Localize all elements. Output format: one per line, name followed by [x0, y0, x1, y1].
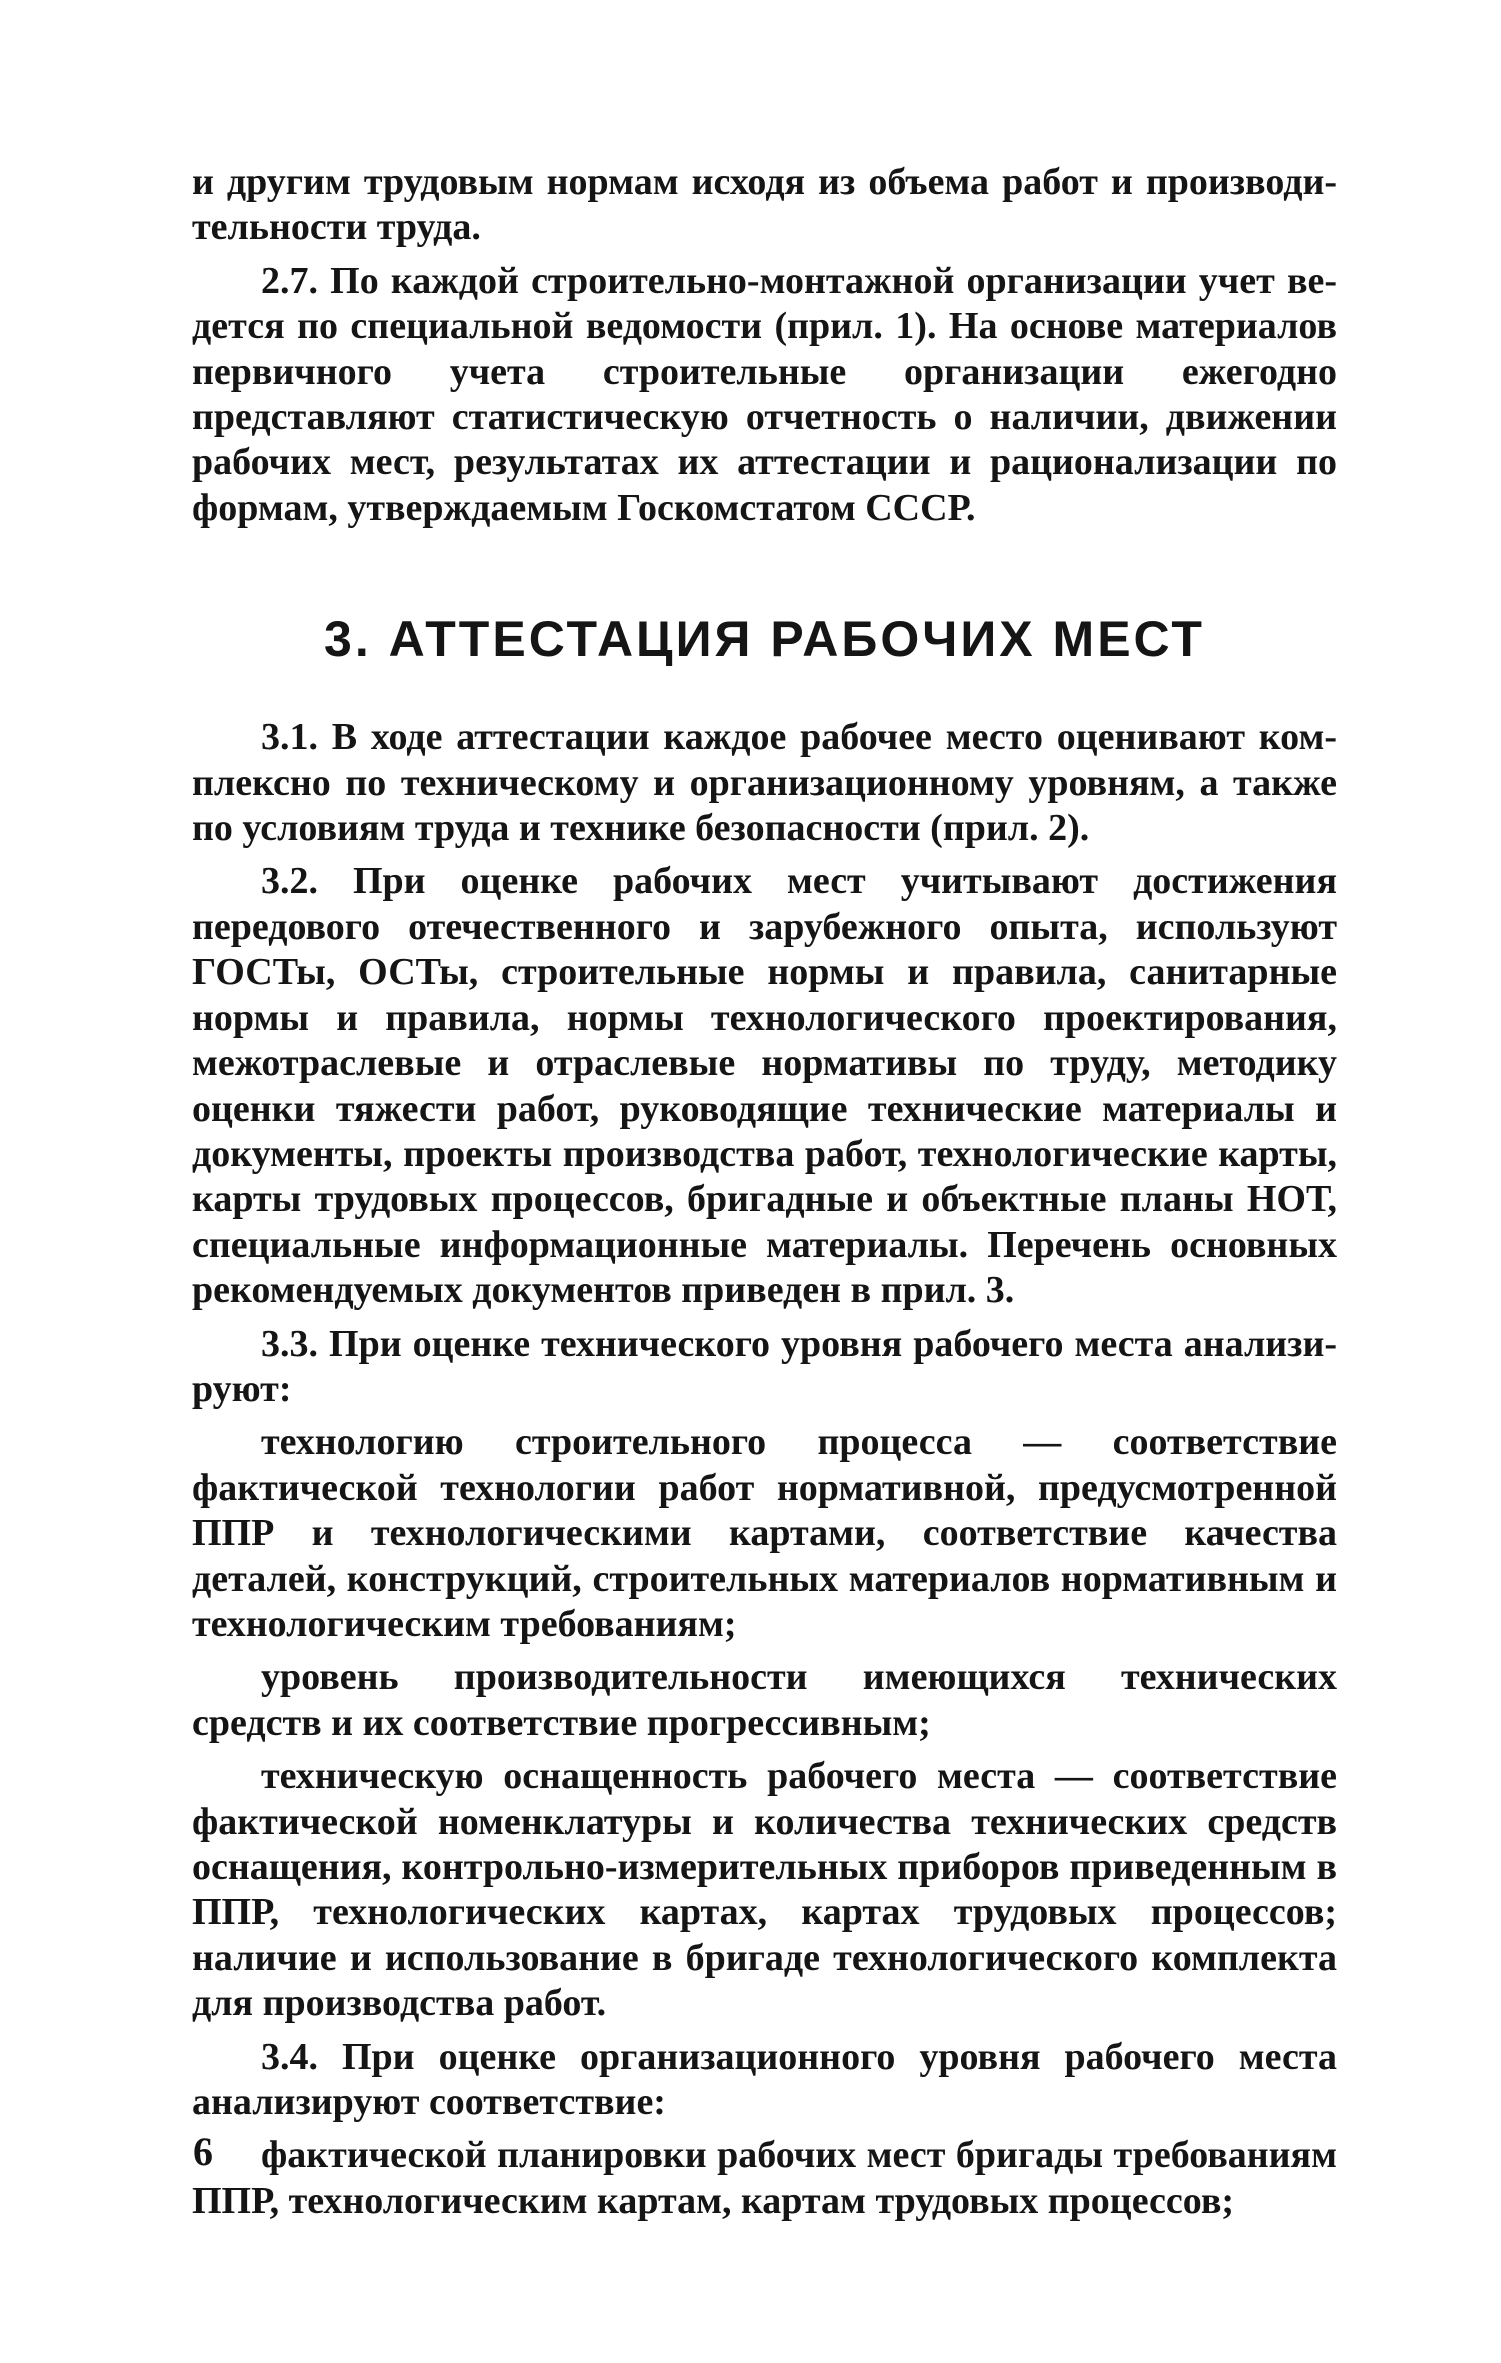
- clause-number: 3.3.: [261, 1322, 318, 1365]
- paragraph-3-2: [192, 859, 1337, 1313]
- paragraph-text: техническую оснащенность рабочего места — соответствие фактической номенклатуры и количества технических средств оснащения, контрольно-измерительных приборов приведенным в ППР, технологических картах, картах трудовых процессов; наличие и использование в бригаде технологического комплекта для производства работ.: [192, 1755, 1337, 2025]
- paragraph-text: фактической планировки рабочих мест бригады требованиям ППР, технологическим картам, картам трудовых процессов;: [192, 2134, 1337, 2222]
- paragraph-3-3: [192, 1322, 1337, 1413]
- paragraph-equipment: [192, 1754, 1337, 2026]
- section-heading: 3. АТТЕСТАЦИЯ РАБОЧИХ МЕСТ: [324, 611, 1205, 668]
- paragraph-text: уровень производительности имеющихся технических средств и их соответствие прогрессивным;: [192, 1656, 1337, 1744]
- paragraph-technology: [192, 1420, 1337, 1647]
- paragraph-text: технологию строительного процесса — соответствие фактической технологии работ нормативной, предусмотренной ППР и технологическими картами, соответствие качества деталей, конструкций, строительных материалов нормативным и технологическим требованиям;: [192, 1421, 1337, 1645]
- document-page: [192, 160, 1337, 2224]
- paragraph-layout: [192, 2133, 1337, 2224]
- paragraph-3-1: [192, 715, 1337, 851]
- clause-number: 2.7.: [261, 259, 318, 302]
- clause-number: 3.4.: [261, 2035, 318, 2078]
- clause-number: 3.1.: [261, 716, 318, 759]
- paragraph-text: По каждой строительно-монтажной организации учет ведется по специальной ведомости (прил. 1). На основе материалов первичного учета строительные организации ежегодно представляют статистическую отчетность о наличии, движении рабочих мест, результатах их аттестации и рационализации по формам, утверждаемым Госкомстатом СССР.: [192, 259, 1337, 529]
- paragraph-text: При оценке рабочих мест учитывают достижения передового отечественного и зарубежного опыта, используют ГОСТы, ОСТы, строительные нормы и правила, санитарные нормы и правила, нормы технологического проектирования, межотраслевые и отраслевые нормативы по труду, методику оценки тяжести работ, руководящие технические материалы и документы, проекты производства работ, технологические карты, карты трудовых процессов, бригадные и объектные планы НОТ, специальные информационные материалы. Перечень основных рекомендуемых документов приведен в прил. 3.: [192, 860, 1337, 1312]
- paragraph-3-4: [192, 2035, 1337, 2126]
- paragraph-text: При оценке технического уровня рабочего места анализируют:: [192, 1322, 1337, 1410]
- page-number: 6: [193, 2129, 213, 2174]
- paragraph-continuation: [192, 160, 1337, 251]
- paragraph-productivity: [192, 1655, 1337, 1746]
- paragraph-2-7: [192, 259, 1337, 531]
- paragraph-text: и другим трудовым нормам исходя из объема работ и производительности труда.: [192, 161, 1337, 249]
- paragraph-text: При оценке организационного уровня рабочего места анализируют соответствие:: [192, 2035, 1337, 2124]
- paragraph-text: В ходе аттестации каждое рабочее место оценивают комплексно по техническому и организационному уровням, а также по условиям труда и технике безопасности (прил. 2).: [192, 716, 1337, 850]
- clause-number: 3.2.: [261, 860, 318, 903]
